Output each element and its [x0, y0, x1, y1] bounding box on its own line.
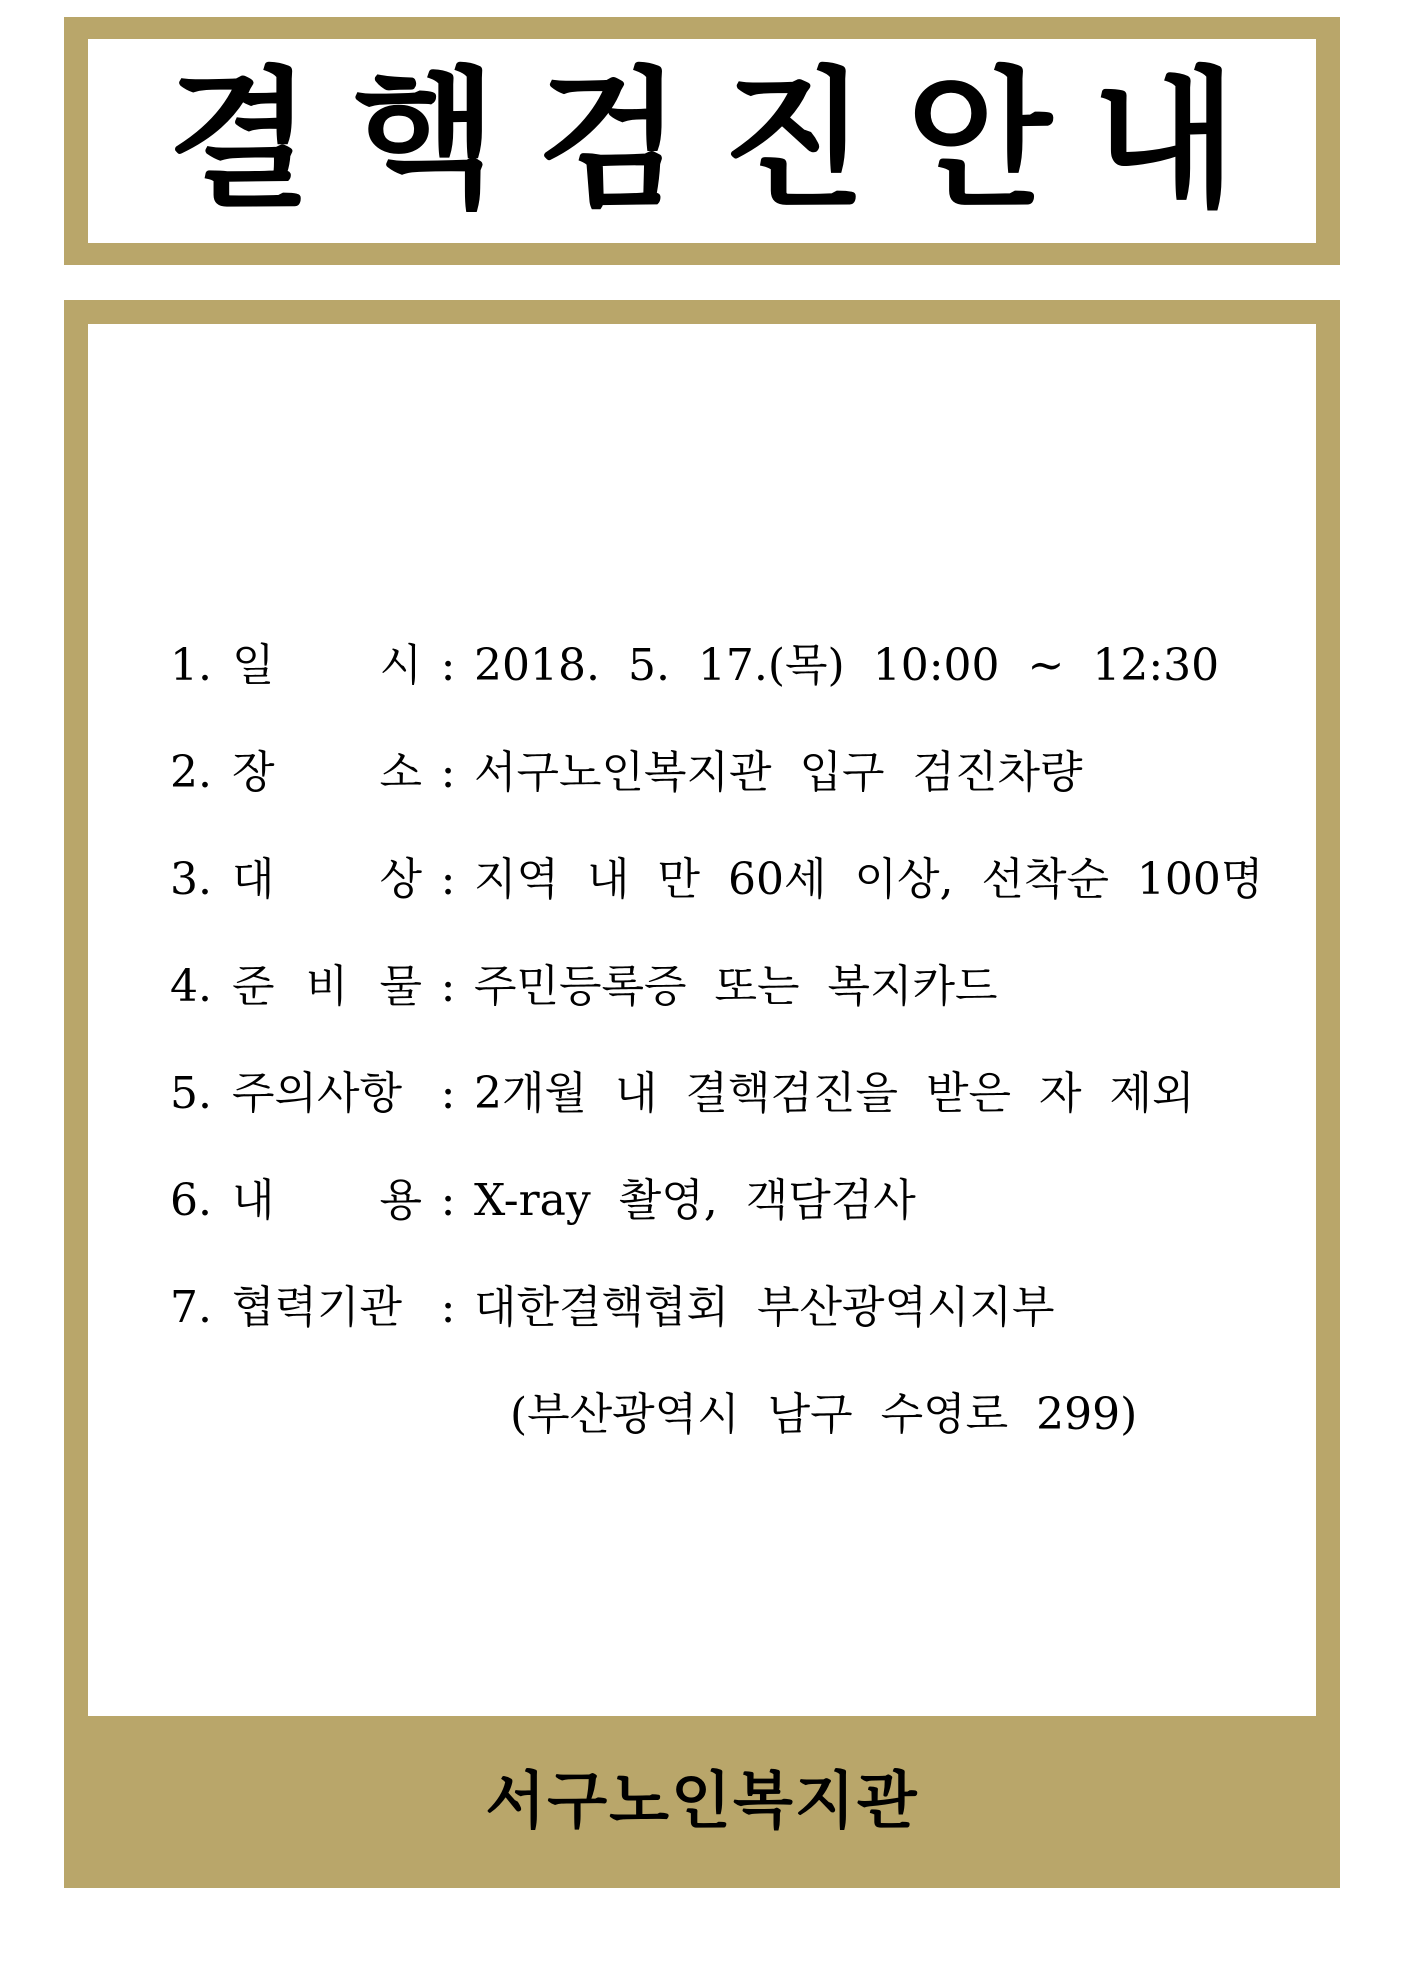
item-value: 대한결핵협회 부산광역시지부 [474, 1282, 1055, 1333]
body-frame [64, 300, 1340, 1888]
item-value: 서구노인복지관 입구 검진차량 [474, 747, 1083, 798]
item-number: 2. [170, 747, 212, 798]
item-separator: : [440, 961, 456, 1012]
label-text: 주의사항 [232, 1068, 403, 1119]
info-panel [88, 324, 1316, 1716]
label-char: 준 [232, 961, 275, 1012]
label-char: 비 [305, 961, 349, 1012]
item-label [232, 1271, 422, 1335]
info-row-content [170, 1164, 1263, 1271]
item-number: 1. [170, 640, 212, 691]
item-number: 5. [170, 1068, 212, 1119]
label-char: 물 [379, 961, 422, 1012]
label-char: 상 [379, 854, 422, 905]
label-char: 내 [232, 1175, 275, 1226]
info-row-date [170, 629, 1263, 736]
item-label [232, 843, 422, 907]
label-char: 용 [379, 1175, 422, 1226]
item-separator: : [440, 1175, 456, 1226]
label-text: 협력기관 [232, 1282, 403, 1333]
info-row-place [170, 736, 1263, 843]
item-separator: : [440, 640, 456, 691]
organization-name: 서구노인복지관 [485, 1763, 919, 1837]
label-char: 장 [232, 747, 275, 798]
item-value: 2018. 5. 17.(목) 10:00 ~ 12:30 [474, 640, 1220, 691]
label-char: 일 [232, 640, 275, 691]
info-row-notice [170, 1057, 1263, 1164]
item-label [232, 1164, 422, 1228]
item-value: 지역 내 만 60세 이상, 선착순 100명 [474, 854, 1264, 905]
item-label [232, 1057, 422, 1121]
footer-band [64, 1716, 1340, 1888]
page-title: 결핵검진안내 [167, 54, 1277, 228]
label-char: 시 [379, 640, 422, 691]
label-char: 소 [379, 747, 422, 798]
item-separator: : [440, 1068, 456, 1119]
title-box [88, 39, 1316, 243]
info-list [170, 629, 1263, 1458]
info-row-items-to-bring [170, 950, 1263, 1057]
info-row-partner [170, 1271, 1263, 1378]
title-frame [64, 17, 1340, 265]
item-number: 4. [170, 961, 212, 1012]
item-label [232, 736, 422, 800]
item-separator: : [440, 854, 456, 905]
item-number: 3. [170, 854, 212, 905]
item-label [232, 629, 422, 693]
item-value: X-ray 촬영, 객담검사 [474, 1175, 916, 1226]
item-number: 6. [170, 1175, 212, 1226]
item-separator: : [440, 747, 456, 798]
item-separator: : [440, 1282, 456, 1333]
label-char: 대 [232, 854, 275, 905]
info-row-target [170, 843, 1263, 950]
item-label [232, 950, 422, 1014]
item-number: 7. [170, 1282, 212, 1333]
item-value: 주민등록증 또는 복지카드 [474, 961, 998, 1012]
item-value: 2개월 내 결핵검진을 받은 자 제외 [474, 1068, 1195, 1119]
partner-address: (부산광역시 남구 수영로 299) [510, 1389, 1138, 1440]
